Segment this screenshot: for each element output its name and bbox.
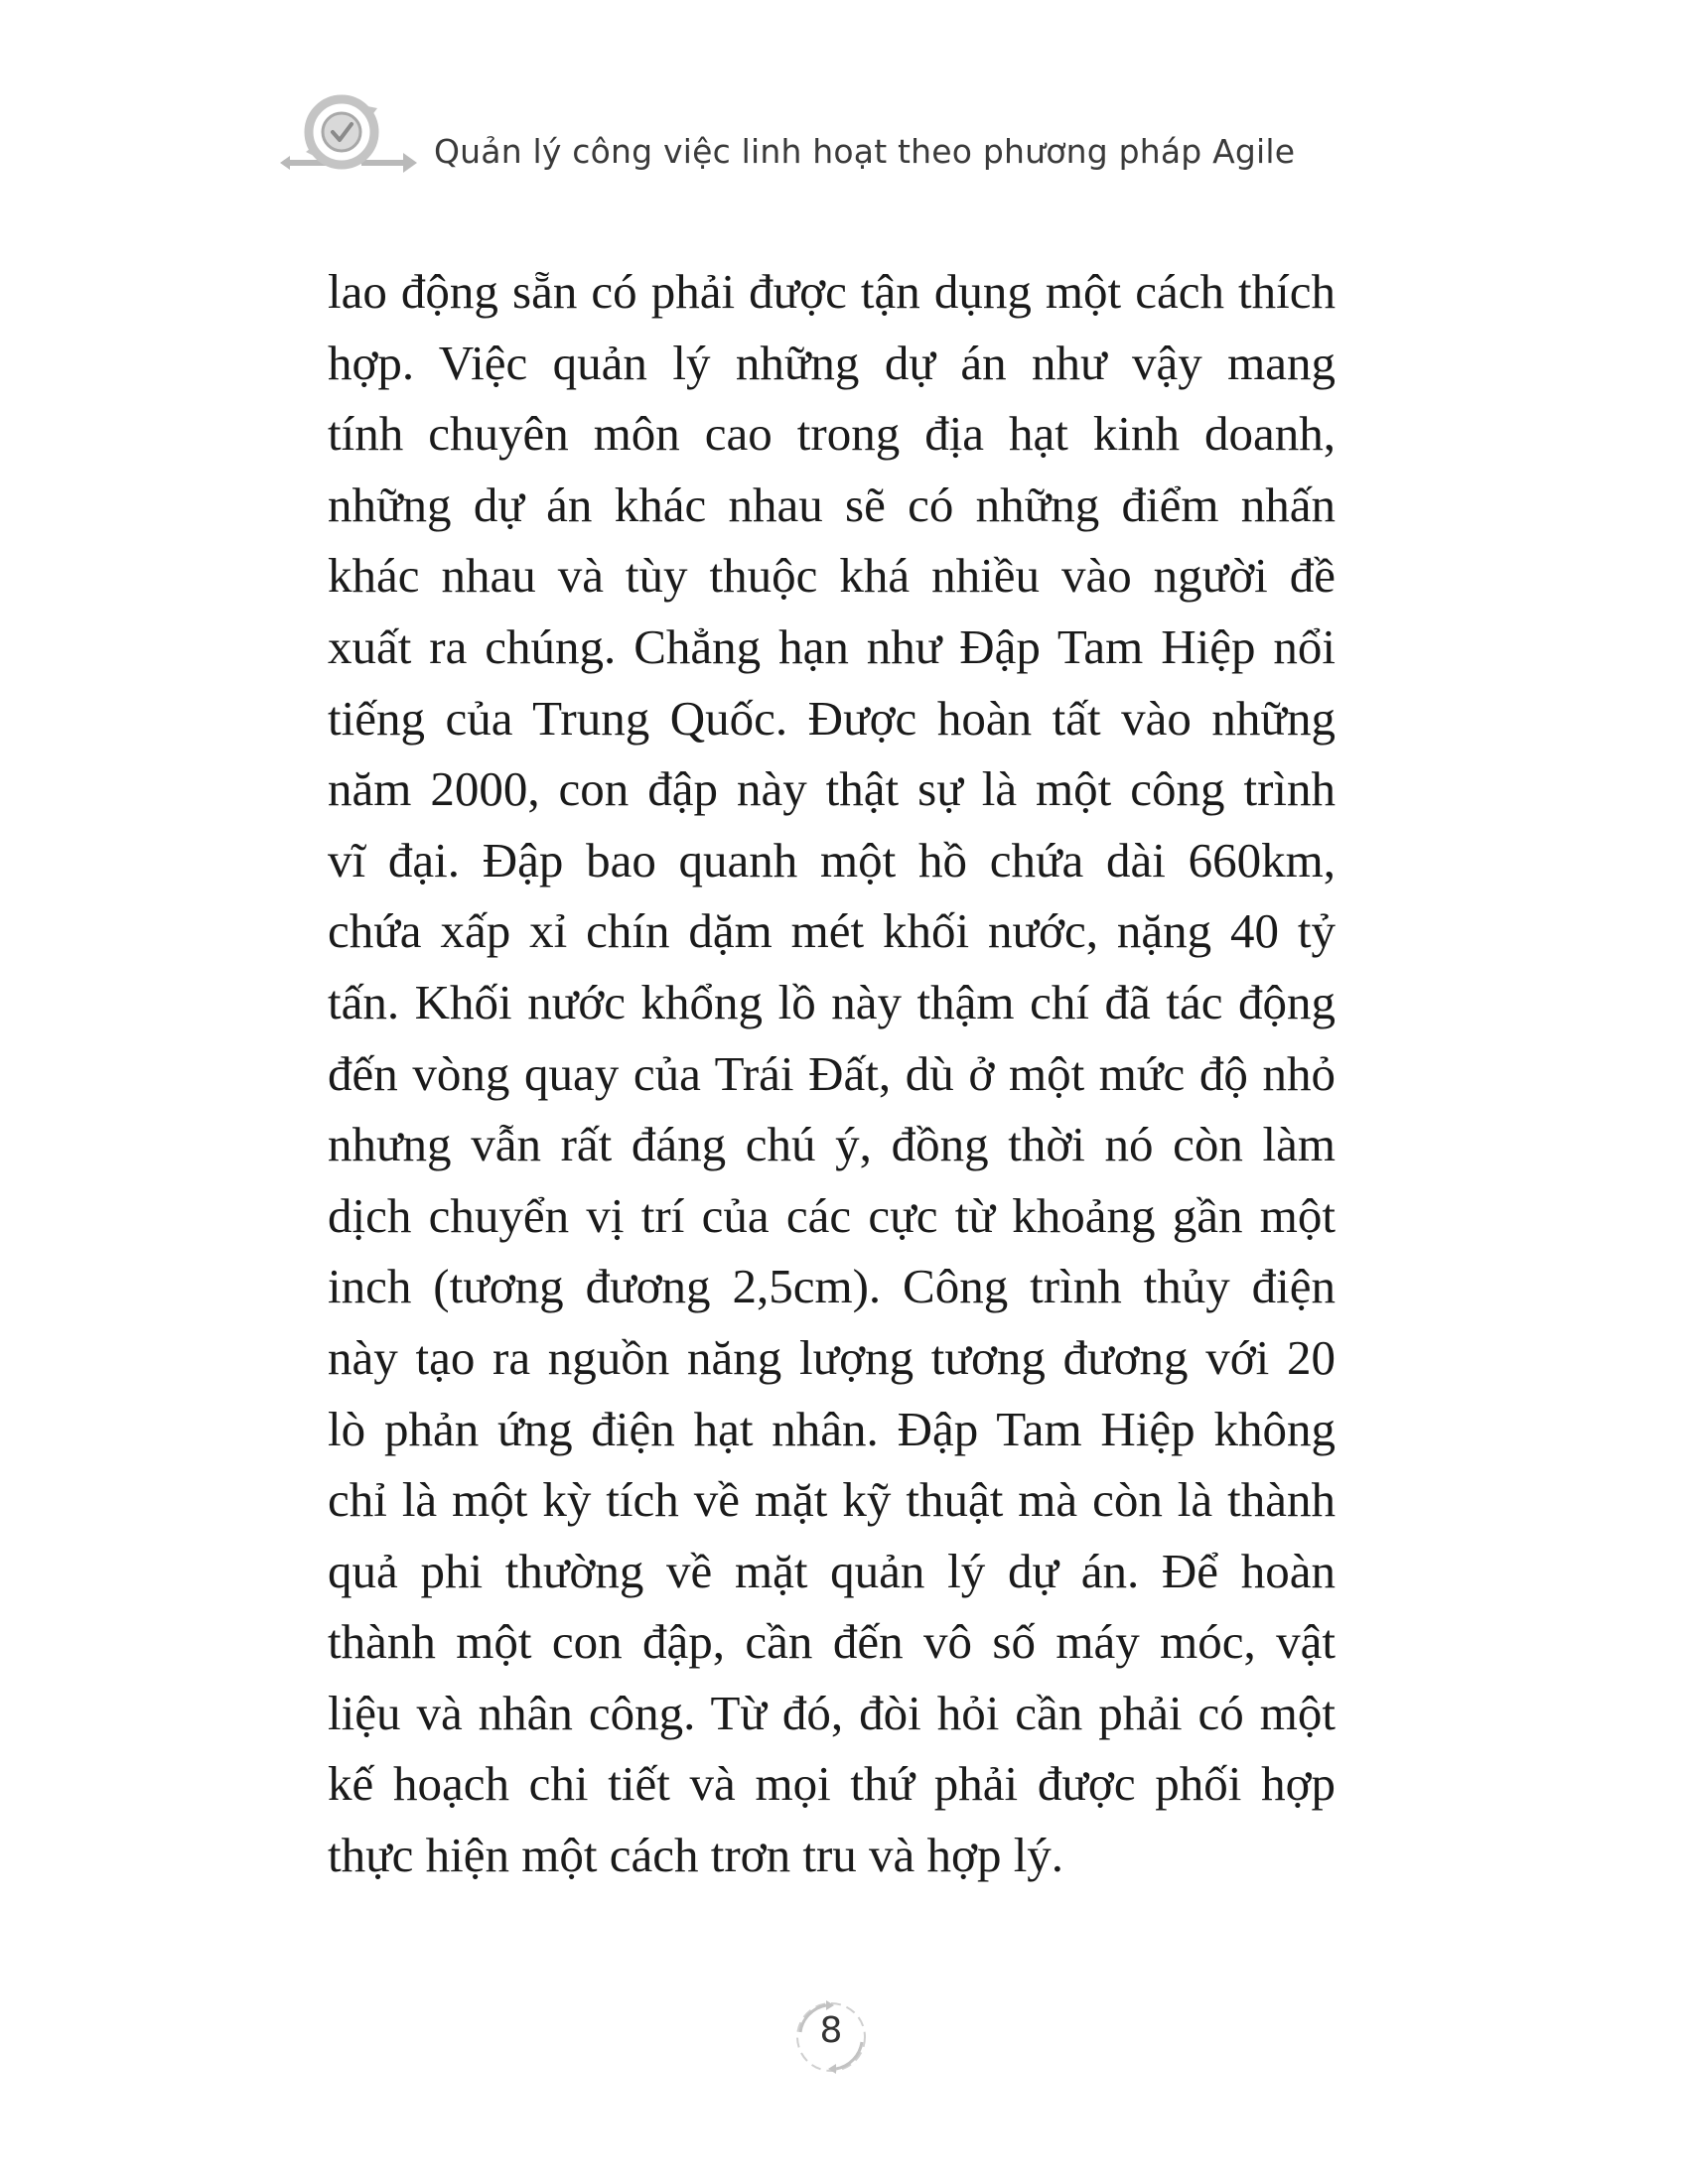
running-header [280,94,1296,213]
text-line: những dự án khác nhau sẽ có những điểm nhấn [328,477,1336,532]
agile-cycle-check-icon [280,94,419,204]
text-line: liệu và nhân công. Từ đó, đòi hỏi cần phải có một [328,1685,1336,1740]
text-line: này tạo ra nguồn năng lượng tương đương với 20 [328,1329,1336,1385]
text-line: lao động sẵn có phải được tận dụng một cách thích [328,264,1336,319]
page-number: 8 [819,2010,843,2051]
text-line: hợp. Việc quản lý những dự án như vậy mang [328,335,1336,390]
text-line: quả phi thường về mặt quản lý dự án. Để hoàn [328,1543,1336,1598]
text-line: thực hiện một cách trơn tru và hợp lý. [328,1828,1064,1883]
text-line: dịch chuyển vị trí của các cực từ khoảng gần một [328,1187,1336,1243]
text-line: inch (tương đương 2,5cm). Công trình thủy điện [328,1259,1336,1314]
text-line: lò phản ứng điện hạt nhân. Đập Tam Hiệp không [328,1401,1336,1456]
text-line: năm 2000, con đập này thật sự là một công trình [328,761,1336,817]
text-line: nhưng vẫn rất đáng chú ý, đồng thời nó còn làm [328,1117,1336,1172]
text-line: chứa xấp xỉ chín dặm mét khối nước, nặng 40 tỷ [328,903,1336,959]
header-title: Quản lý công việc linh hoạt theo phương pháp Agile [434,132,1296,171]
text-line: đến vòng quay của Trái Đất, dù ở một mức độ nhỏ [328,1045,1336,1101]
text-line: kế hoạch chi tiết và mọi thứ phải được phối hợp [328,1756,1336,1812]
text-line: vĩ đại. Đập bao quanh một hồ chứa dài 660km, [328,832,1336,887]
text-line: khác nhau và tùy thuộc khá nhiều vào người đề [328,548,1336,604]
text-line: chỉ là một kỳ tích về mặt kỹ thuật mà còn là thành [328,1472,1336,1528]
text-line: xuất ra chúng. Chẳng hạn như Đập Tam Hiệp nổi [328,618,1336,674]
body-paragraph [328,256,1336,1891]
text-line: tấn. Khối nước khổng lồ này thậm chí đã tác động [328,974,1336,1029]
page-footer [786,1992,876,2082]
text-line: thành một con đập, cần đến vô số máy móc, vật [328,1614,1336,1670]
text-line: tiếng của Trung Quốc. Được hoàn tất vào những [328,690,1336,746]
text-line: tính chuyên môn cao trong địa hạt kinh doanh, [328,406,1336,462]
